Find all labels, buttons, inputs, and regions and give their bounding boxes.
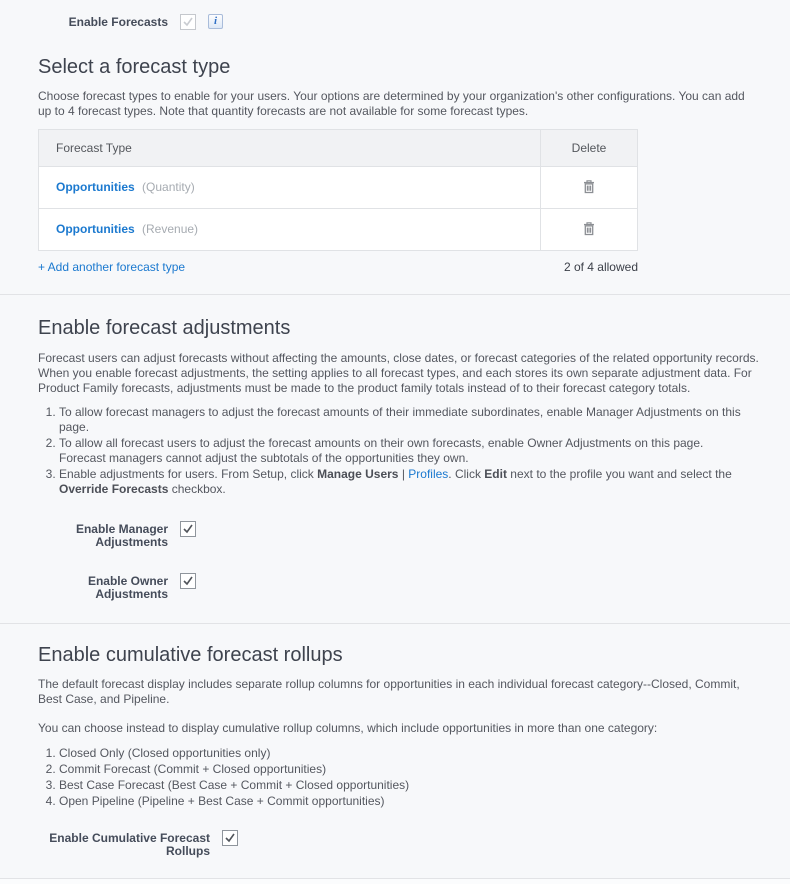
delete-cell [541, 167, 638, 209]
enable-owner-adjustments-checkbox[interactable] [180, 573, 196, 589]
cumulative-rollups-section [0, 643, 790, 878]
section-divider [0, 623, 790, 624]
rollups-description-1: The default forecast display includes separate rollup columns for opportunities in each individual forecast category--Closed, Commit, Best Case, and Pipeline. [38, 677, 740, 706]
forecast-type-link[interactable]: Opportunities [56, 180, 135, 194]
enable-cumulative-rollups-row [38, 830, 760, 878]
adjustment-step: 2. To allow all forecast users to adjust the forecast amounts on their own forecasts, enable Owner Adjustments on this page. Forecast managers cannot adjust the subtotals of the opportunities they own. [59, 436, 748, 466]
enable-cumulative-rollups-label: Enable Cumulative Forecast Rollups [49, 831, 210, 858]
enable-owner-adjustments-label: Enable Owner Adjustments [87, 574, 168, 601]
enable-cumulative-rollups-heading: Enable cumulative forecast rollups [38, 644, 343, 666]
forecast-adjustments-section [0, 316, 790, 623]
section-divider [0, 294, 790, 295]
rollup-option: 2. Commit Forecast (Commit + Closed opportunities) [59, 762, 760, 777]
delete-column-header: Delete [541, 130, 638, 167]
adjustment-step: 1. To allow forecast managers to adjust the forecast amounts of their immediate subordinates, enable Manager Adjustments on this page. [59, 405, 748, 435]
enable-forecasts-label: Enable Forecasts [68, 15, 168, 29]
forecast-type-column-header: Forecast Type [39, 130, 541, 167]
enable-manager-adjustments-label: Enable Manager Adjustments [75, 522, 168, 549]
rollup-option: 1. Closed Only (Closed opportunities only) [59, 746, 760, 761]
forecast-type-link[interactable]: Opportunities [56, 222, 135, 236]
adjustment-step: 3. Enable adjustments for users. From Setup, click Manage Users | Profiles. Click Edit next to the profile you want and select the Override Forecasts checkbox. [59, 467, 748, 497]
check-icon [182, 16, 194, 28]
enable-manager-adjustments-checkbox[interactable] [180, 521, 196, 537]
table-header-row [39, 130, 638, 167]
forecast-type-section [0, 14, 790, 294]
forecast-type-qualifier: (Revenue) [142, 222, 199, 236]
enable-forecasts-checkbox [180, 14, 196, 30]
delete-forecast-type-button[interactable] [578, 219, 600, 241]
rollup-options-list [38, 746, 760, 809]
allowance-counter: 2 of 4 allowed [563, 260, 638, 274]
check-icon [182, 575, 194, 587]
forecast-table-body [39, 167, 638, 251]
delete-cell [541, 209, 638, 251]
check-icon [224, 832, 236, 844]
delete-forecast-type-button[interactable] [578, 177, 600, 199]
rollup-option: 3. Best Case Forecast (Best Case + Commit + Closed opportunities) [59, 778, 760, 793]
adjustment-steps-list [38, 405, 748, 497]
trash-icon [582, 179, 596, 194]
add-forecast-type-link[interactable]: + Add another forecast type [38, 260, 186, 274]
profiles-link[interactable]: Profiles [408, 467, 449, 481]
info-icon[interactable]: i [208, 14, 223, 29]
table-row [39, 209, 638, 251]
rollups-description-2: You can choose instead to display cumulative rollup columns, which include opportunities in more than one category: [38, 721, 658, 735]
forecast-type-cell [39, 209, 541, 251]
select-forecast-type-heading: Select a forecast type [38, 56, 231, 78]
enable-manager-adjustments-row [38, 521, 760, 549]
enable-cumulative-rollups-checkbox[interactable] [222, 830, 238, 846]
enable-owner-adjustments-row [38, 573, 760, 623]
check-icon [182, 523, 194, 535]
adjustments-description: Forecast users can adjust forecasts without affecting the amounts, close dates, or forecast categories of the related opportunity records. When you enable forecast adjustments, the setting applies to all forecast types, and each stores its own separate adjustment data. For Product Family forecasts, adjustments must be made to the product family totals instead of to their forecast category totals. [38, 351, 759, 395]
forecast-type-qualifier: (Quantity) [142, 180, 195, 194]
forecast-type-description: Choose forecast types to enable for your users. Your options are determined by your organization's other configurations. You can add up to 4 forecast types. Note that quantity forecasts are not available for some forecast types. [38, 89, 745, 118]
footer-strip [0, 879, 790, 884]
table-row [39, 167, 638, 209]
forecast-type-cell [39, 167, 541, 209]
enable-forecast-adjustments-heading: Enable forecast adjustments [38, 317, 291, 339]
trash-icon [582, 221, 596, 236]
enable-forecasts-row [38, 14, 760, 30]
forecast-type-table [38, 129, 638, 251]
table-footer [38, 260, 638, 294]
rollup-option: 4. Open Pipeline (Pipeline + Best Case + Commit opportunities) [59, 794, 760, 809]
